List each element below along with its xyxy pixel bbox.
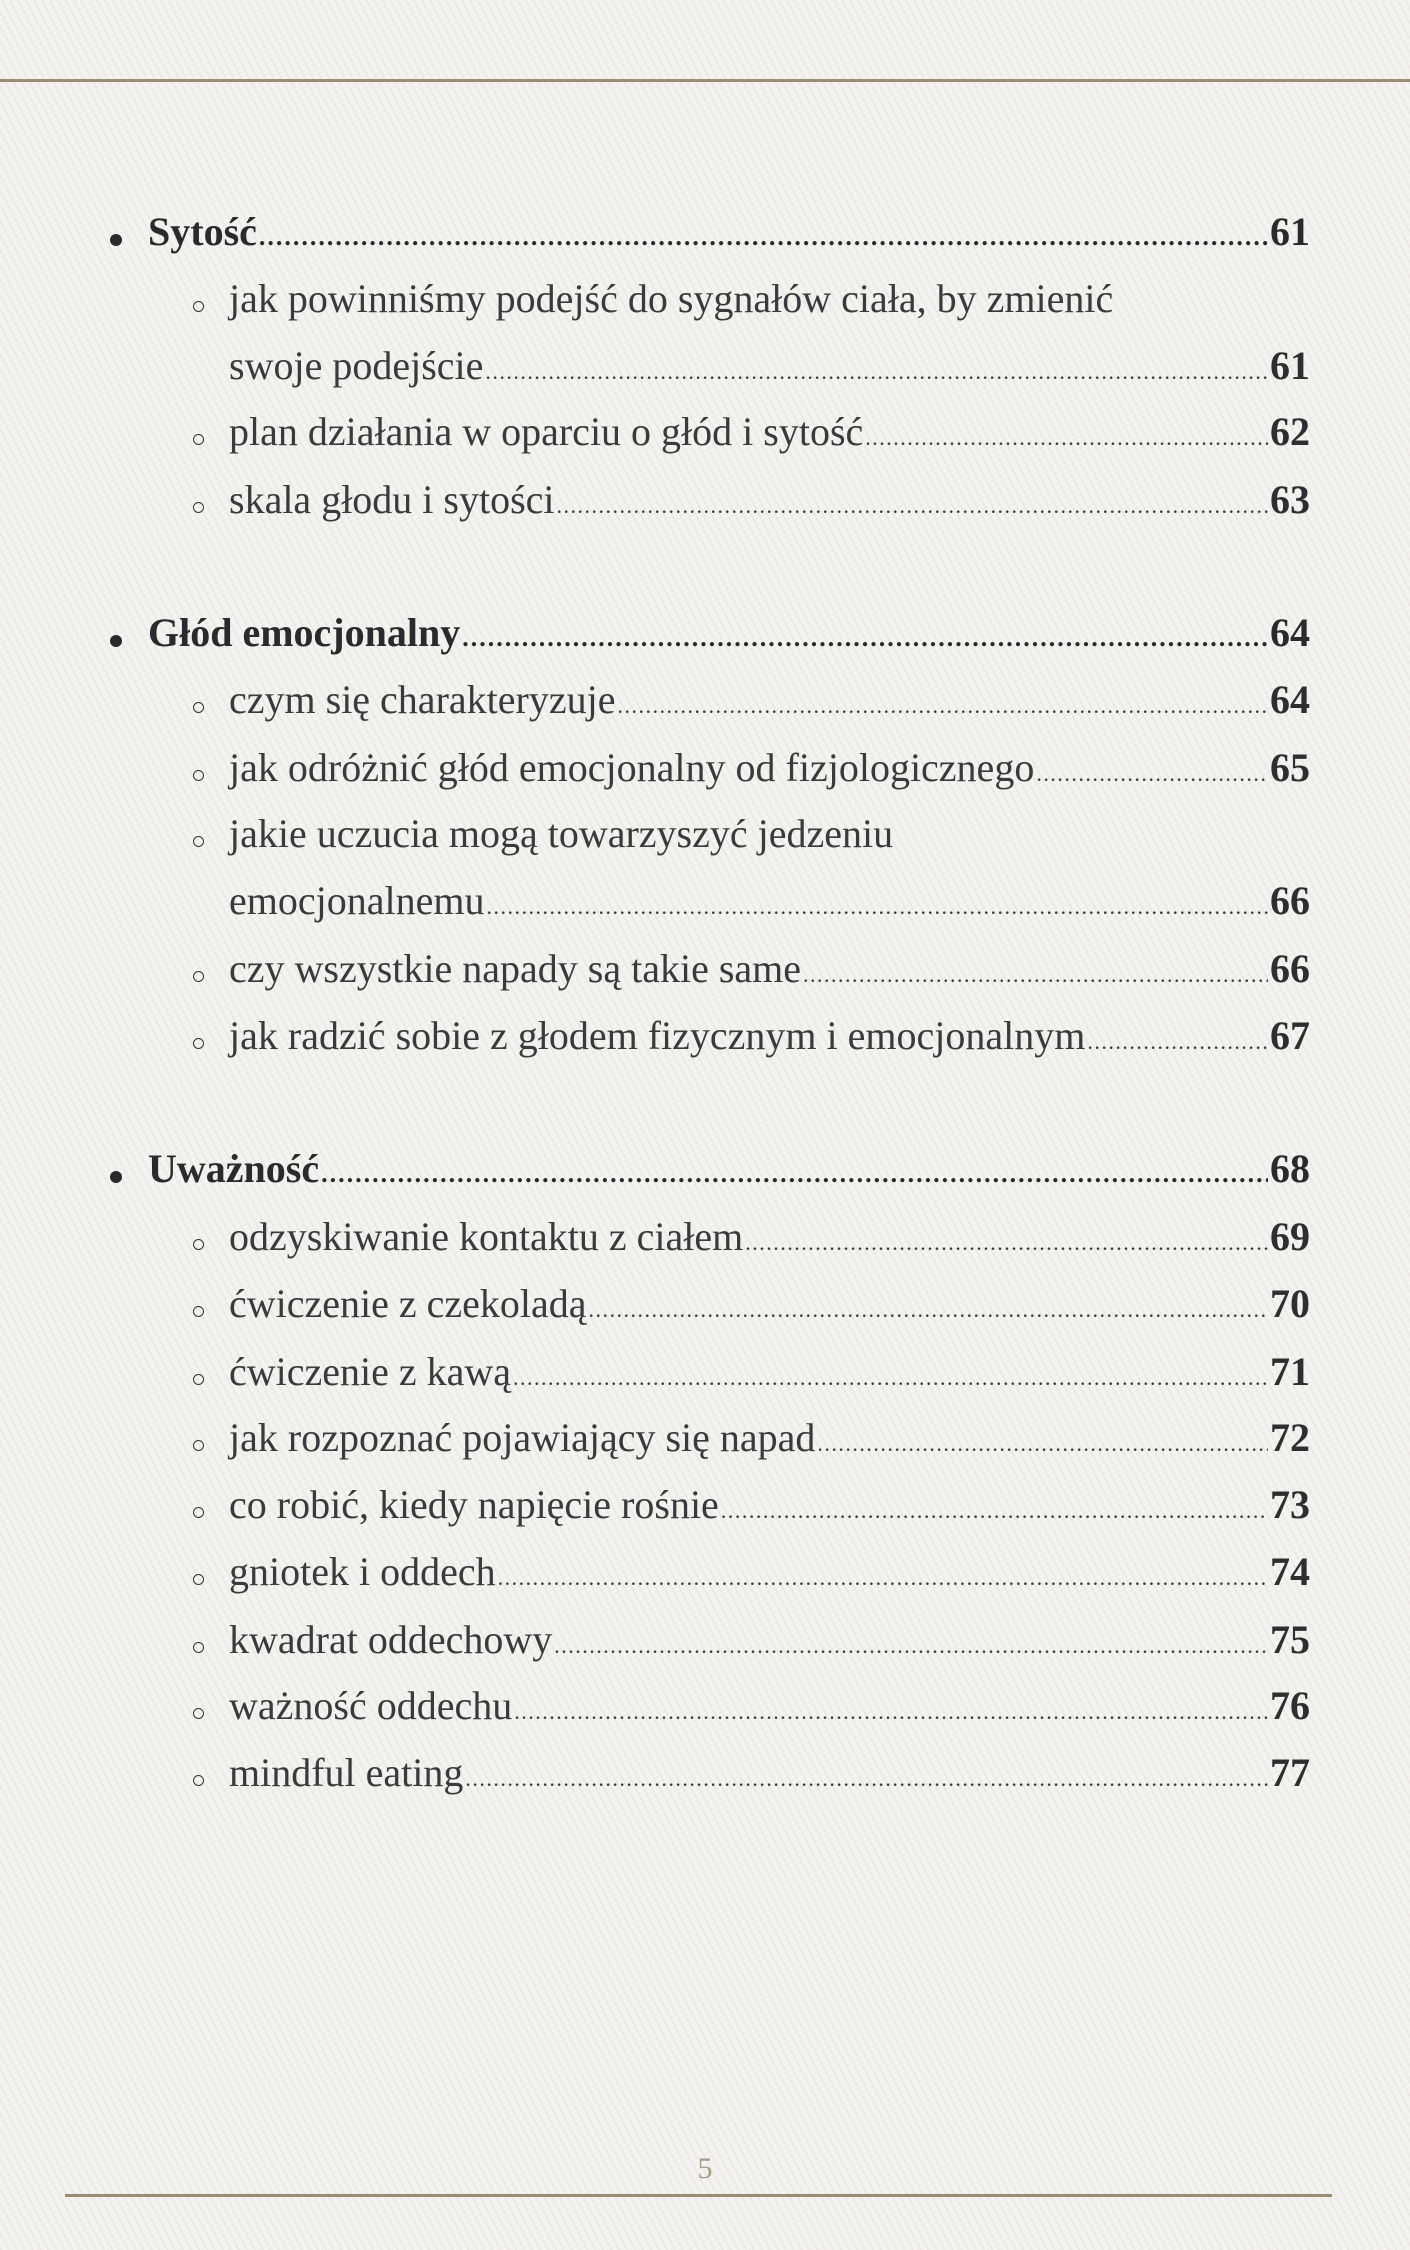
page-number: 62 [1270, 409, 1310, 454]
circle-bullet-icon [193, 1306, 204, 1317]
toc-section-sytosc[interactable] [0, 208, 1410, 268]
page-number: 65 [1270, 745, 1310, 790]
bullet-icon [110, 234, 122, 246]
toc-item[interactable] [0, 877, 1410, 937]
toc-item[interactable] [0, 810, 1410, 870]
dot-leader [513, 1365, 1268, 1391]
toc-item[interactable] [0, 744, 1410, 804]
dot-leader [589, 1297, 1268, 1323]
dot-leader [865, 425, 1268, 451]
circle-bullet-icon [193, 702, 204, 713]
dot-leader [486, 894, 1268, 920]
item-label: swoje podejście [229, 343, 484, 388]
item-label: jak rozpoznać pojawiający się napad [229, 1415, 816, 1460]
toc-item[interactable] [0, 676, 1410, 736]
page-number: 64 [1270, 677, 1310, 722]
page-number: 68 [1270, 1146, 1310, 1191]
page-number: 64 [1270, 610, 1310, 655]
dot-leader [803, 962, 1268, 988]
circle-bullet-icon [193, 1507, 204, 1518]
circle-bullet-icon [193, 1374, 204, 1385]
page-number: 69 [1270, 1214, 1310, 1259]
section-title: Sytość [148, 209, 257, 254]
circle-bullet-icon [193, 434, 204, 445]
item-label: ćwiczenie z czekoladą [229, 1281, 587, 1326]
item-label-line1: jak powinniśmy podejść do sygnałów ciała, by zmienić [229, 276, 1114, 321]
dot-leader [1036, 761, 1268, 787]
item-label: plan działania w oparciu o głód i sytość [229, 409, 864, 454]
page-number: 66 [1270, 946, 1310, 991]
page-number: 75 [1270, 1617, 1310, 1662]
dot-leader [321, 1159, 1268, 1189]
bullet-icon [110, 635, 122, 647]
toc-item[interactable] [0, 1682, 1410, 1742]
item-label: co robić, kiedy napięcie rośnie [229, 1482, 719, 1527]
item-label: kwadrat oddechowy [229, 1617, 553, 1662]
bullet-icon [110, 1171, 122, 1183]
page-number: 66 [1270, 878, 1310, 923]
item-label: skala głodu i sytości [229, 477, 555, 522]
bottom-divider [65, 2194, 1332, 2197]
circle-bullet-icon [193, 836, 204, 847]
toc-item[interactable] [0, 1414, 1410, 1474]
item-label: gniotek i oddech [229, 1549, 496, 1594]
page-number: 76 [1270, 1683, 1310, 1728]
toc-section-glod-emocjonalny[interactable] [0, 609, 1410, 669]
item-label: czy wszystkie napady są takie same [229, 946, 802, 991]
toc-item[interactable] [0, 1616, 1410, 1676]
item-label: jak radzić sobie z głodem fizycznym i emocjonalnym [229, 1013, 1086, 1058]
dot-leader [554, 1633, 1268, 1659]
page-number: 63 [1270, 477, 1310, 522]
dot-leader [617, 693, 1268, 719]
page-number: 73 [1270, 1482, 1310, 1527]
dot-leader [817, 1431, 1268, 1457]
page-number-footer: 5 [697, 2152, 713, 2185]
circle-bullet-icon [193, 1239, 204, 1250]
page-number: 72 [1270, 1415, 1310, 1460]
toc-item[interactable] [0, 476, 1410, 536]
item-label: jak odróżnić głód emocjonalny od fizjologicznego [229, 745, 1035, 790]
item-label: mindful eating [229, 1750, 464, 1795]
toc-item[interactable] [0, 1012, 1410, 1072]
dot-leader [259, 222, 1268, 252]
circle-bullet-icon [193, 1775, 204, 1786]
dot-leader [465, 1766, 1268, 1792]
dot-leader [557, 493, 1268, 519]
dot-leader [1087, 1029, 1268, 1055]
dot-leader [462, 623, 1268, 653]
page-number: 77 [1270, 1750, 1310, 1795]
item-label: emocjonalnemu [229, 878, 485, 923]
toc-item[interactable] [0, 275, 1410, 335]
item-label-line1: jakie uczucia mogą towarzyszyć jedzeniu [229, 811, 894, 856]
circle-bullet-icon [193, 770, 204, 781]
circle-bullet-icon [193, 1708, 204, 1719]
page-number: 71 [1270, 1349, 1310, 1394]
toc-section-uwaznosc[interactable] [0, 1145, 1410, 1205]
toc-item[interactable] [0, 1348, 1410, 1408]
dot-leader [498, 1565, 1268, 1591]
dot-leader [745, 1230, 1268, 1256]
toc-item[interactable] [0, 1548, 1410, 1608]
circle-bullet-icon [193, 1642, 204, 1653]
circle-bullet-icon [193, 971, 204, 982]
dot-leader [514, 1699, 1268, 1725]
page-number: 61 [1270, 209, 1310, 254]
item-label: ćwiczenie z kawą [229, 1349, 512, 1394]
circle-bullet-icon [193, 502, 204, 513]
page-number: 61 [1270, 343, 1310, 388]
section-title: Uważność [148, 1146, 320, 1191]
section-title: Głód emocjonalny [148, 610, 461, 655]
toc-item[interactable] [0, 1481, 1410, 1541]
page-number: 74 [1270, 1549, 1310, 1594]
toc-item[interactable] [0, 408, 1410, 468]
top-divider [0, 79, 1410, 82]
toc-item[interactable] [0, 1749, 1410, 1809]
circle-bullet-icon [193, 1440, 204, 1451]
toc-item[interactable] [0, 945, 1410, 1005]
toc-item[interactable] [0, 1213, 1410, 1273]
circle-bullet-icon [193, 1574, 204, 1585]
page-number: 67 [1270, 1013, 1310, 1058]
dot-leader [485, 359, 1268, 385]
toc-item[interactable] [0, 1280, 1410, 1340]
dot-leader [721, 1498, 1268, 1524]
item-label: ważność oddechu [229, 1683, 513, 1728]
circle-bullet-icon [193, 1038, 204, 1049]
circle-bullet-icon [193, 301, 204, 312]
item-label: odzyskiwanie kontaktu z ciałem [229, 1214, 744, 1259]
item-label: czym się charakteryzuje [229, 677, 616, 722]
toc-item[interactable] [0, 342, 1410, 402]
page-number: 70 [1270, 1281, 1310, 1326]
